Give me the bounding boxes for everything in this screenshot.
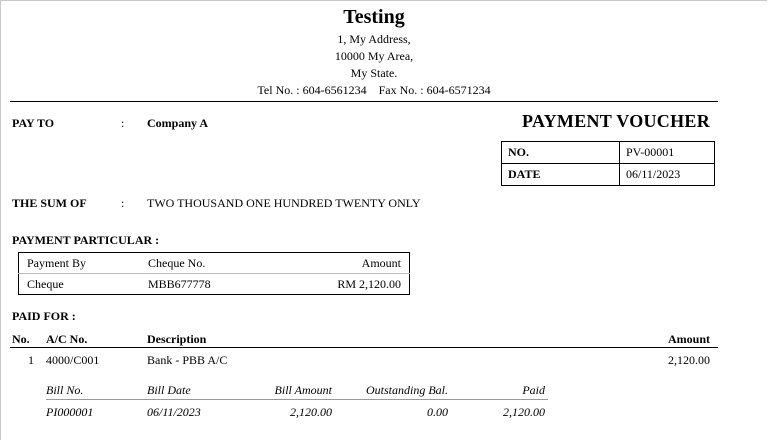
payment-particular-heading: PAYMENT PARTICULAR : xyxy=(12,233,160,247)
voucher-no-row xyxy=(502,142,715,164)
bill-header-amount: Bill Amount xyxy=(274,383,332,397)
bill-row-no: PI000001 xyxy=(46,405,94,419)
voucher-date-row xyxy=(502,164,715,186)
bill-row-paid: 2,120.00 xyxy=(503,405,545,419)
paid-for-header-no: No. xyxy=(12,332,30,346)
voucher-title: PAYMENT VOUCHER xyxy=(522,111,710,131)
bill-header-paid: Paid xyxy=(522,383,545,397)
bill-row-outstanding: 0.00 xyxy=(427,405,448,419)
bill-header-outstanding: Outstanding Bal. xyxy=(365,383,448,397)
company-name: Testing xyxy=(343,6,405,28)
paid-for-header-ac: A/C No. xyxy=(46,332,88,346)
voucher-no-value: PV-00001 xyxy=(620,142,715,164)
header-divider xyxy=(10,101,718,102)
company-address-line2: 10000 My Area, xyxy=(334,49,414,63)
company-address-line3: My State. xyxy=(350,66,398,80)
voucher-info-table xyxy=(501,141,715,186)
header-payment-by: Payment By xyxy=(19,253,141,274)
pay-to-label: PAY TO xyxy=(12,116,55,130)
paid-for-header-description: Description xyxy=(147,332,207,346)
paid-for-row-description: Bank - PBB A/C xyxy=(147,353,228,367)
paid-for-heading: PAID FOR : xyxy=(12,309,76,323)
bill-header-date: Bill Date xyxy=(147,383,191,397)
sum-in-words: TWO THOUSAND ONE HUNDRED TWENTY ONLY xyxy=(147,196,421,210)
bill-header-divider xyxy=(46,399,548,400)
voucher-no-label: NO. xyxy=(502,142,620,164)
paid-for-row-amount: 2,120.00 xyxy=(668,353,710,367)
bill-row-date: 06/11/2023 xyxy=(147,405,201,419)
header-cheque-no: Cheque No. xyxy=(140,253,306,274)
paid-for-header-divider xyxy=(10,347,718,348)
pay-to-separator: : xyxy=(121,116,125,130)
company-address-line1: 1, My Address, xyxy=(337,32,411,46)
sum-separator: : xyxy=(121,196,125,210)
sum-label: THE SUM OF xyxy=(12,196,87,210)
payment-particular-row xyxy=(19,274,410,295)
bill-row-amount: 2,120.00 xyxy=(290,405,332,419)
paid-for-header-amount: Amount xyxy=(667,332,710,346)
company-contact: Tel No. : 604-6561234 Fax No. : 604-6571234 xyxy=(257,83,491,97)
voucher-date-label: DATE xyxy=(502,164,620,186)
bill-header-no: Bill No. xyxy=(46,383,84,397)
cheque-no-value: MBB677778 xyxy=(140,274,306,295)
paid-for-row-no: 1 xyxy=(28,353,34,367)
header-amount: Amount xyxy=(306,253,410,274)
paid-for-row-ac: 4000/C001 xyxy=(46,353,100,367)
payment-amount-value: RM 2,120.00 xyxy=(306,274,410,295)
payment-particular-header-row xyxy=(19,253,410,274)
payment-by-value: Cheque xyxy=(19,274,141,295)
payment-particular-table xyxy=(18,252,410,295)
voucher-date-value: 06/11/2023 xyxy=(620,164,715,186)
pay-to-value: Company A xyxy=(147,116,209,130)
